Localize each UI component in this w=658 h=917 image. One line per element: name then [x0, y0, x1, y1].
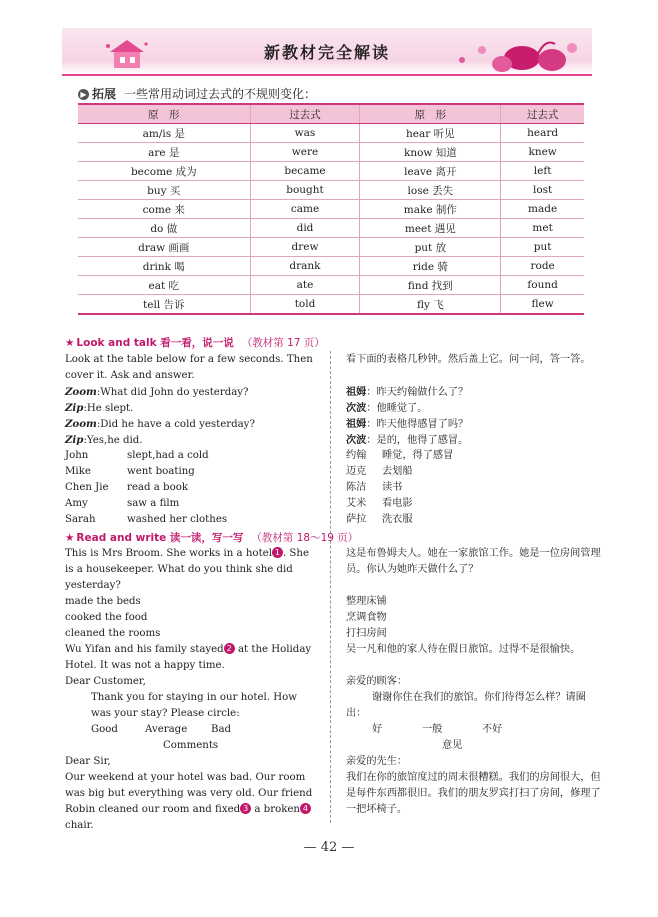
table-cell: hear 听见	[360, 124, 501, 143]
activity: 睡觉，得了感冒	[382, 450, 454, 461]
paragraph-3-zh: 我们在你的旅馆度过的周末很糟糕。我们的房间很大，但是每件东西都很旧。我们的朋友罗宾打扫了房间，修理了一把坏椅子。	[346, 772, 601, 815]
activity: slept,had a cold	[127, 450, 209, 461]
table-cell: bought	[250, 181, 360, 200]
paragraph-2-en: Wu Yifan and his family stayed 2 at the Holiday Hotel. It was not a happy time.	[65, 644, 312, 671]
paragraph-1-en: This is Mrs Broom. She works in a hotel 1 . She is a housekeeper. What do you think she did yesterday?	[65, 548, 309, 591]
table-cell: flew	[501, 295, 584, 315]
activity: 去划船	[382, 466, 413, 477]
table-cell: came	[250, 200, 360, 219]
table-cell: tell 告诉	[78, 295, 250, 315]
read-write-english	[65, 546, 315, 831]
table-cell: make 制作	[360, 200, 501, 219]
table-cell: put 放	[360, 238, 501, 257]
activity-row	[346, 480, 602, 496]
table-row	[78, 295, 584, 315]
person-name: Mike	[65, 466, 91, 477]
table-cell: lose 丢失	[360, 181, 501, 200]
task-line-zh: 烹调食物	[346, 612, 387, 623]
intro-en: Look at the table below for a few seconds. Then cover it. Ask and answer.	[65, 354, 313, 381]
arrow-icon: ▶	[78, 89, 89, 100]
table-cell: know 知道	[360, 143, 501, 162]
task-line-zh: 整理床铺	[346, 596, 387, 607]
section-title: Look and talk 看一看，说一说	[76, 337, 234, 349]
activity-row	[65, 496, 315, 512]
irregular-verb-table	[78, 103, 584, 315]
look-talk-english	[65, 352, 315, 528]
table-cell: ate	[250, 276, 360, 295]
table-cell: put	[501, 238, 584, 257]
page-title: 新教材完全解读	[263, 43, 390, 62]
person-name: 萨拉	[346, 514, 367, 525]
table-row	[78, 238, 584, 257]
read-and-write-heading	[65, 530, 358, 545]
column-header: 过去式	[250, 104, 360, 124]
intro-zh: 看下面的表格几秒钟。然后盖上它。问一问，答一答。	[346, 354, 591, 365]
activity-row	[65, 512, 315, 528]
page-header-banner	[62, 28, 592, 80]
note-marker: 3	[240, 803, 251, 814]
rating-options-zh: 好 一般 不好	[372, 724, 503, 735]
star-icon: ★	[65, 532, 75, 544]
dialog-line: Zip:He slept.	[65, 402, 134, 414]
header-rule	[62, 74, 592, 76]
table-row	[78, 162, 584, 181]
table-cell: heard	[501, 124, 584, 143]
table-cell: rode	[501, 257, 584, 276]
table-cell: drew	[250, 238, 360, 257]
comments-label: Comments	[163, 740, 219, 751]
table-cell: found	[501, 276, 584, 295]
activity: saw a film	[127, 498, 180, 509]
table-row	[78, 181, 584, 200]
table-cell: do 做	[78, 219, 250, 238]
person-name: 约翰	[346, 450, 367, 461]
salutation: Dear Sir,	[65, 756, 111, 767]
task-line-zh: 打扫房间	[346, 628, 387, 639]
table-cell: became	[250, 162, 360, 181]
table-cell: ride 骑	[360, 257, 501, 276]
table-cell: were	[250, 143, 360, 162]
dialog-line-zh: 祖姆：昨天他得感冒了吗？	[346, 418, 469, 430]
table-cell: eat 吃	[78, 276, 250, 295]
textbook-reference: （教材第 18～19 页）	[251, 532, 359, 544]
activity: 看电影	[382, 498, 413, 509]
table-cell: buy 买	[78, 181, 250, 200]
activity: 洗衣服	[382, 514, 413, 525]
activity-row	[65, 480, 315, 496]
page-number: — 42 —	[303, 840, 355, 855]
person-name: Amy	[65, 498, 88, 509]
extension-label: 拓展	[92, 87, 117, 101]
salutation-zh: 亲爱的顾客：	[346, 676, 408, 687]
table-header-row	[78, 104, 584, 124]
table-cell: become 成为	[78, 162, 250, 181]
task-line: cooked the food	[65, 612, 148, 623]
salutation-zh: 亲爱的先生：	[346, 756, 408, 767]
activity: went boating	[127, 466, 195, 477]
table-row	[78, 257, 584, 276]
column-header: 过去式	[501, 104, 584, 124]
rating-good: Good	[91, 724, 118, 735]
note-marker: 2	[224, 643, 235, 654]
activity-row	[65, 464, 315, 480]
column-divider	[330, 351, 331, 823]
table-cell: told	[250, 295, 360, 315]
activity-row	[346, 448, 602, 464]
look-and-talk-heading	[65, 335, 325, 350]
paragraph-1-zh: 这是布鲁姆夫人。她在一家旅馆工作。她是一位房间管理员。你认为她昨天做什么了？	[346, 548, 601, 575]
paragraph-2-zh: 吴一凡和他的家人待在假日旅馆。过得不是很愉快。	[346, 644, 581, 655]
dialog-line-zh: 祖姆：昨天约翰做什么了？	[346, 386, 469, 398]
activity-row	[65, 448, 315, 464]
table-cell: come 来	[78, 200, 250, 219]
table-cell: am/is 是	[78, 124, 250, 143]
table-cell: was	[250, 124, 360, 143]
person-name: 陈洁	[346, 482, 367, 493]
activity: 读书	[382, 482, 403, 493]
look-talk-chinese	[346, 352, 602, 528]
table-cell: drank	[250, 257, 360, 276]
section-title: Read and write 读一读，写一写	[76, 532, 244, 544]
column-header: 原 形	[360, 104, 501, 124]
table-cell: fly 飞	[360, 295, 501, 315]
table-cell: meet 遇见	[360, 219, 501, 238]
note-marker: 1	[272, 547, 283, 558]
table-row	[78, 276, 584, 295]
activity-row	[346, 496, 602, 512]
dialog-line-zh: 次波：是的，他得了感冒。	[346, 434, 469, 446]
column-header: 原 形	[78, 104, 250, 124]
task-line: made the beds	[65, 596, 141, 607]
paragraph-3-en: Our weekend at your hotel was bad. Our room was big but everything was very old. Our friend Robin cleaned our room and fixed 3 a broken 4 chair.	[65, 772, 313, 831]
table-cell: lost	[501, 181, 584, 200]
person-name: John	[65, 450, 89, 461]
activity: read a book	[127, 482, 189, 493]
table-cell: find 找到	[360, 276, 501, 295]
activity-row	[346, 464, 602, 480]
table-cell: are 是	[78, 143, 250, 162]
read-write-chinese	[346, 546, 602, 818]
note-marker: 4	[300, 803, 311, 814]
task-line: cleaned the rooms	[65, 628, 161, 639]
rating-average: Average	[145, 724, 188, 735]
table-cell: knew	[501, 143, 584, 162]
person-name: Sarah	[65, 514, 96, 525]
dialog-line-zh: 次波：他睡觉了。	[346, 402, 428, 414]
activity: washed her clothes	[127, 514, 228, 525]
extension-heading	[78, 85, 316, 102]
dialog-line: Zip:Yes,he did.	[65, 434, 143, 446]
comments-label-zh: 意见	[442, 740, 463, 751]
table-cell: draw 画画	[78, 238, 250, 257]
table-row	[78, 143, 584, 162]
person-name: Chen Jie	[65, 482, 109, 493]
thanks-paragraph: Thank you for staying in our hotel. How was your stay? Please circle:	[91, 692, 297, 719]
extension-text: 一些常用动词过去式的不规则变化：	[124, 87, 317, 101]
dialog-line: Zoom:What did John do yesterday?	[65, 386, 249, 398]
person-name: 艾米	[346, 498, 367, 509]
table-cell: met	[501, 219, 584, 238]
table-cell: drink 喝	[78, 257, 250, 276]
textbook-reference: （教材第 17 页）	[241, 337, 325, 349]
thanks-paragraph-zh: 谢谢你住在我们的旅馆。你们待得怎么样？请圈出：	[346, 692, 586, 719]
table-cell: leave 离开	[360, 162, 501, 181]
person-name: 迈克	[346, 466, 367, 477]
star-icon: ★	[65, 337, 75, 349]
table-cell: left	[501, 162, 584, 181]
table-cell: did	[250, 219, 360, 238]
table-cell: made	[501, 200, 584, 219]
dialog-line: Zoom:Did he have a cold yesterday?	[65, 418, 255, 430]
salutation: Dear Customer,	[65, 676, 146, 687]
table-row	[78, 124, 584, 143]
rating-bad: Bad	[211, 724, 232, 735]
table-row	[78, 219, 584, 238]
rating-options	[65, 722, 315, 738]
table-row	[78, 200, 584, 219]
activity-row	[346, 512, 602, 528]
